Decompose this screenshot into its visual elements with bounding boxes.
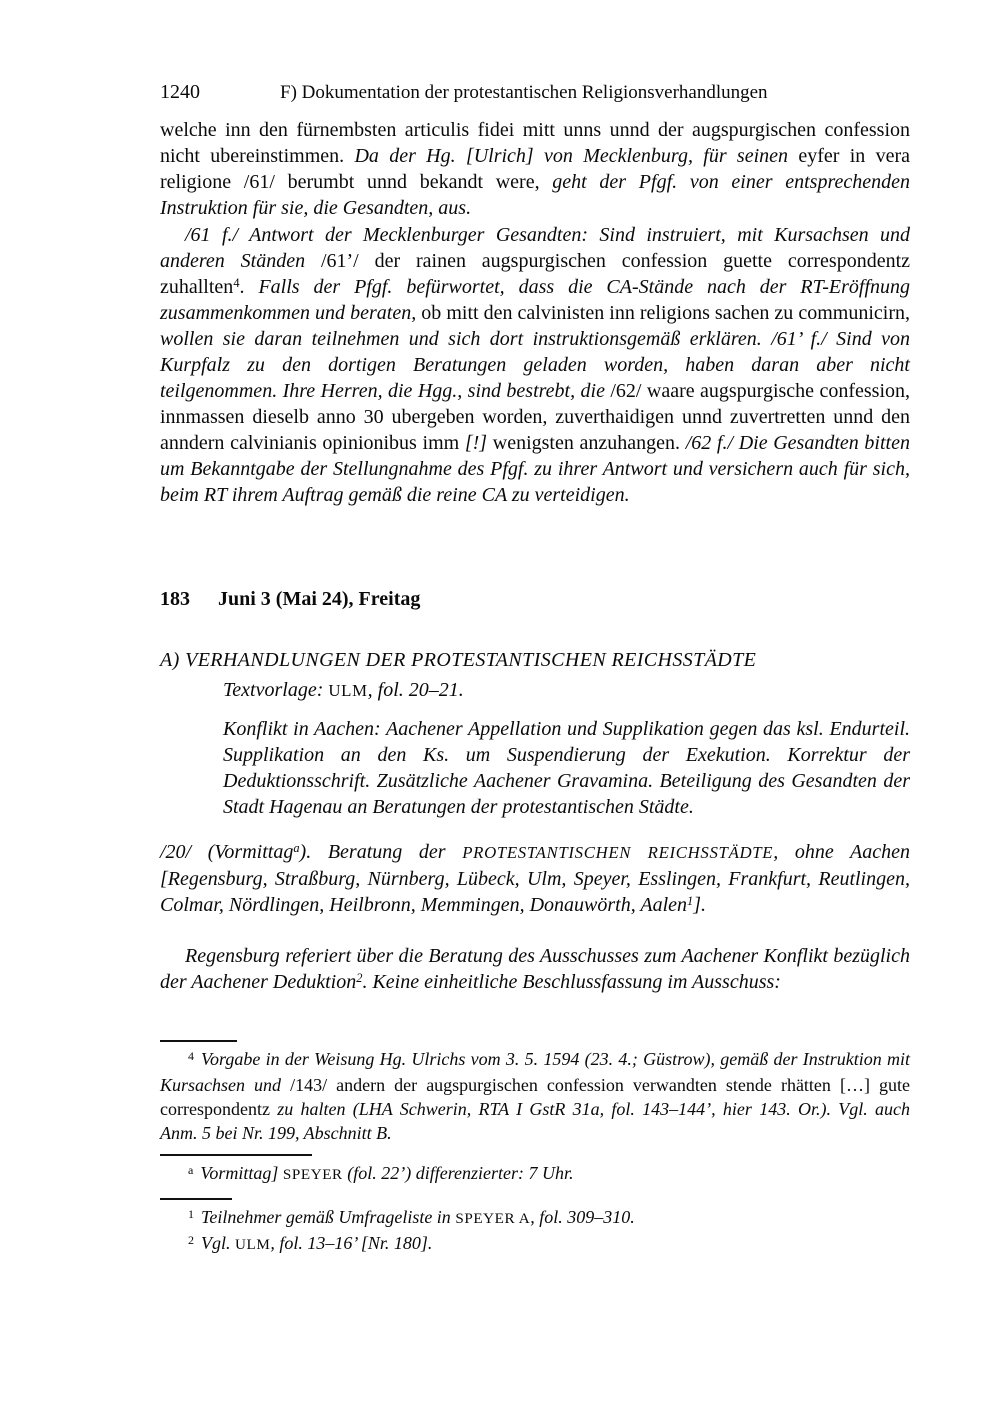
text-segment: .: [239, 276, 259, 298]
footnote: [160, 1161, 910, 1187]
text-segment: wenigsten anzuhangen.: [487, 432, 686, 454]
source-line: [223, 677, 910, 704]
text-segment: ULM: [235, 1237, 271, 1253]
text-segment: wollen sie daran teilnehmen und sich dort instruktionsgemäß erklären. /61’ f./ Sind von Kurpfalz zu den dortigen Beratungen geladen worden, haben daran aber nicht teilgenommen. Ihre Herren, die Hgg., sind bestrebt, die: [160, 328, 910, 402]
text-segment: ].: [693, 894, 707, 916]
footnote-group: [160, 1198, 910, 1257]
page-number: 1240: [160, 81, 200, 103]
footnote-marker: 4: [233, 276, 240, 291]
footnote-separator-rule: [160, 1198, 232, 1200]
text-segment: Da der Hg. [Ulrich] von Mecklenburg, für seinen: [354, 145, 799, 167]
footnote-group: [160, 1040, 910, 1145]
text-segment: zu halten (LHA Schwerin, RTA I GstR 31a, fol. 143–144’, hier 143. Or.). Vgl. auch Anm. 5 bei Nr. 199, Abschnitt B.: [160, 1099, 910, 1143]
footnote: [160, 1047, 910, 1145]
text-segment: Vormittag]: [200, 1163, 283, 1183]
text-segment: , ohne Aachen [Regensburg, Straßburg, Nürnberg, Lübeck, Ulm, Speyer, Esslingen, Frankfurt, Reutlingen, Colmar, Nördlingen, Heilbronn, Memmingen, Donauwörth, Aalen: [160, 841, 910, 916]
paragraph: [160, 117, 910, 221]
text-segment: (fol. 22’) differenzierter: 7 Uhr.: [342, 1163, 574, 1183]
footnote: [160, 1205, 910, 1231]
text-segment: ULM: [328, 681, 368, 700]
entry-title: Juni 3 (Mai 24), Freitag: [218, 588, 421, 610]
text-segment: eyfer in vera religione /61/ berumbt unnd bekandt were,: [160, 145, 911, 193]
text-segment: A) VERHANDLUNGEN DER PROTESTANTISCHEN REICHSSTÄDTE: [160, 649, 757, 671]
text-segment: Falls der Pfgf. befürwortet, dass die CA-Stände nach der RT-Eröffnung zusammenkommen und beraten,: [160, 276, 911, 324]
text-segment: Vorgabe in der Weisung Hg. Ulrichs vom 3. 5. 1594 (23. 4.; Güstrow), gemäß der Instruktion mit Kursachsen und: [160, 1049, 910, 1095]
section-heading: [160, 647, 910, 673]
footnote-marker: 2: [356, 971, 363, 986]
regest: [223, 716, 910, 820]
text-segment: /62/ waare augspurgische confession, innmassen dieselb anno 30 ubergeben worden, zuverthaidigen unnd zuvertretten unnd den anndern calvinianis opinionibus imm: [160, 380, 911, 454]
text-segment: welche inn den fürnembsten articulis fidei mitt unns unnd der augspurgischen confession nicht ubereinstimmen.: [160, 119, 910, 167]
text-segment: ). Beratung der: [299, 841, 463, 863]
footnote-marker: 1: [188, 1207, 194, 1221]
footnote-marker: 4: [188, 1049, 194, 1063]
text-segment: ob mitt den calvinisten inn religions sachen zu communicirn,: [421, 302, 910, 324]
text-segment: /62 f./ Die Gesandten bitten um Bekanntgabe der Stellungnahme des Pfgf. zu ihrer Antwort und versichern auch für sich, beim RT ihrem Auftrag gemäß die reine CA zu verteidigen.: [160, 432, 910, 506]
text-segment: Teilnehmer gemäß Umfrageliste in: [201, 1207, 456, 1227]
doc-heading: [160, 586, 910, 612]
footnote-marker: a: [293, 841, 300, 856]
paragraph: [160, 222, 910, 508]
footnote-group: [160, 1154, 910, 1187]
text-segment: Vgl.: [201, 1233, 235, 1253]
footnote-marker: 2: [188, 1233, 194, 1247]
footnote-separator-rule: [160, 1040, 237, 1042]
running-title: F) Dokumentation der protestantischen Religionsverhandlungen: [280, 82, 768, 103]
text-segment: PROTESTANTISCHEN REICHSSTÄDTE: [462, 843, 774, 862]
paragraph: [160, 839, 910, 918]
footnote-separator-rule: [160, 1154, 312, 1156]
text-segment: Regensburg referiert über die Beratung des Ausschusses zum Aachener Konflikt bezüglich der Aachener Deduktion: [160, 945, 910, 993]
text-segment: Textvorlage:: [223, 679, 329, 701]
text-segment: [!]: [464, 432, 488, 454]
text-segment: , fol. 20–21.: [367, 679, 464, 701]
footnote-marker: a: [188, 1163, 194, 1177]
footnote: [160, 1231, 910, 1257]
text-segment: , fol. 309–310.: [530, 1207, 635, 1227]
page-header: [160, 80, 910, 105]
entry-number: 183: [160, 588, 190, 610]
paragraph: [160, 943, 910, 995]
text-segment: , fol. 13–16’ [Nr. 180].: [270, 1233, 433, 1253]
text-segment: /143/ andern der augspurgischen confession verwandten stende rhätten […] gute correspondentz: [160, 1075, 910, 1119]
text-segment: /20/ (Vormittag: [160, 841, 294, 863]
text-segment: /61’/ der rainen augspurgischen confession guette correspondentz zuhallten: [160, 250, 911, 298]
text-segment: geht der Pfgf. von einer entsprechenden Instruktion für sie, die Gesandten, aus.: [160, 171, 910, 219]
text-segment: . Keine einheitliche Beschlussfassung im Ausschuss:: [362, 971, 781, 993]
footnote-marker: 1: [687, 894, 694, 909]
text-segment: Konflikt in Aachen: Aachener Appellation und Supplikation gegen das ksl. Endurteil. Supplikation an den Ks. um Suspendierung der Exekution. Korrektur der Deduktionsschrift. Zusätzliche Aachener Gravamina. Beteiligung des Gesandten der Stadt Hagenau an Beratungen der protestantischen Städte.: [223, 718, 910, 818]
text-segment: SPEYER A: [455, 1211, 531, 1227]
footnote-area: [160, 1040, 910, 1257]
text-segment: SPEYER: [282, 1167, 343, 1183]
text-segment: /61 f./ Antwort der Mecklenburger Gesandten: Sind instruiert, mit Kursachsen und anderen Ständen: [160, 224, 910, 272]
